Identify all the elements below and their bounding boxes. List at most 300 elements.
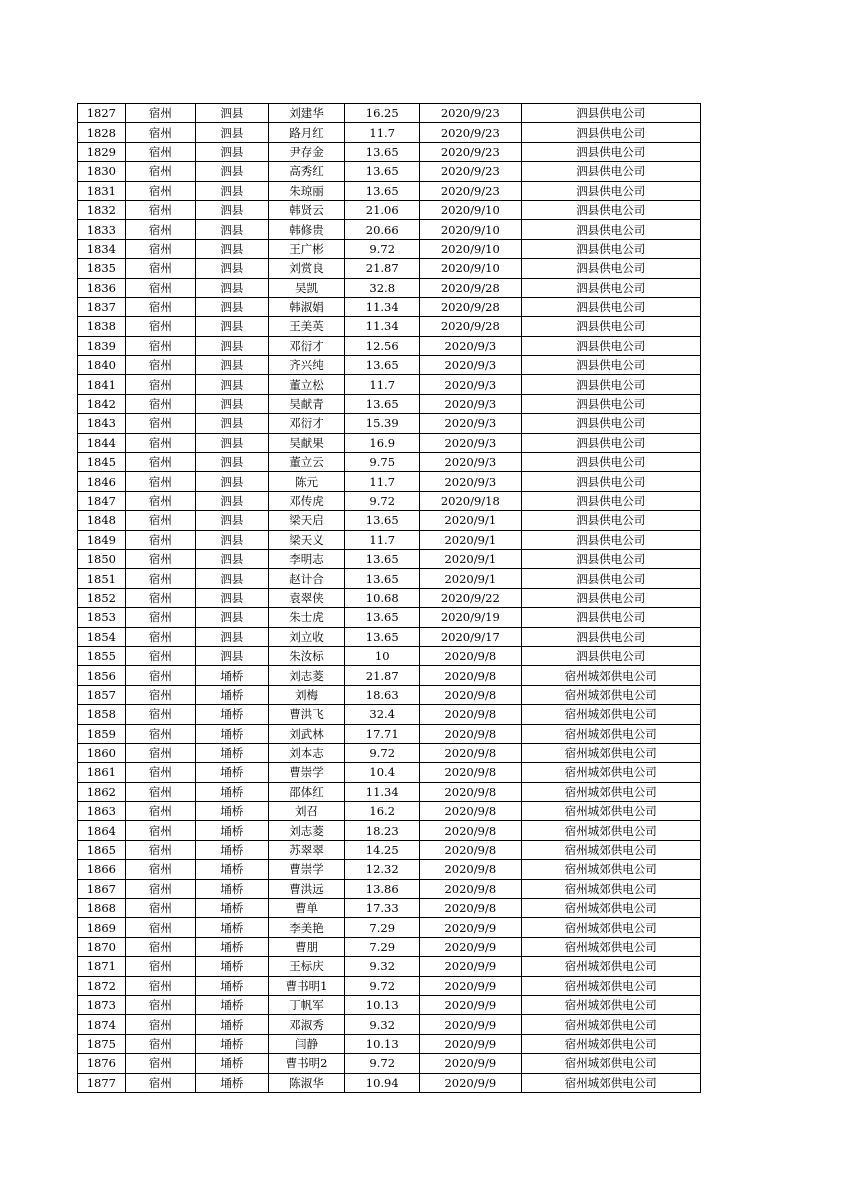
county-cell: 泗县 — [196, 356, 269, 375]
date-cell: 2020/9/9 — [420, 918, 522, 937]
table-row — [78, 937, 701, 956]
date-cell: 2020/9/8 — [420, 705, 522, 724]
amount-cell: 9.72 — [345, 491, 420, 510]
company-cell: 宿州城郊供电公司 — [521, 976, 700, 995]
date-cell: 2020/9/3 — [420, 375, 522, 394]
table-row — [78, 1034, 701, 1053]
table-row — [78, 317, 701, 336]
county-cell: 埇桥 — [196, 821, 269, 840]
row-number-cell: 1873 — [78, 995, 126, 1014]
county-cell: 泗县 — [196, 162, 269, 181]
date-cell: 2020/9/3 — [420, 356, 522, 375]
date-cell: 2020/9/28 — [420, 317, 522, 336]
city-cell: 宿州 — [125, 1073, 195, 1092]
data-table — [77, 103, 701, 1093]
county-cell: 泗县 — [196, 530, 269, 549]
table-row — [78, 957, 701, 976]
row-number-cell: 1851 — [78, 569, 126, 588]
date-cell: 2020/9/17 — [420, 627, 522, 646]
date-cell: 2020/9/18 — [420, 491, 522, 510]
amount-cell: 21.87 — [345, 666, 420, 685]
city-cell: 宿州 — [125, 220, 195, 239]
company-cell: 宿州城郊供电公司 — [521, 821, 700, 840]
city-cell: 宿州 — [125, 666, 195, 685]
amount-cell: 9.32 — [345, 957, 420, 976]
date-cell: 2020/9/9 — [420, 1034, 522, 1053]
company-cell: 泗县供电公司 — [521, 549, 700, 568]
row-number-cell: 1852 — [78, 588, 126, 607]
company-cell: 宿州城郊供电公司 — [521, 995, 700, 1014]
name-cell: 曹单 — [268, 899, 345, 918]
city-cell: 宿州 — [125, 899, 195, 918]
date-cell: 2020/9/9 — [420, 995, 522, 1014]
name-cell: 邵体红 — [268, 782, 345, 801]
amount-cell: 13.65 — [345, 569, 420, 588]
city-cell: 宿州 — [125, 181, 195, 200]
date-cell: 2020/9/8 — [420, 724, 522, 743]
city-cell: 宿州 — [125, 549, 195, 568]
company-cell: 宿州城郊供电公司 — [521, 724, 700, 743]
name-cell: 李明志 — [268, 549, 345, 568]
name-cell: 刘志菱 — [268, 821, 345, 840]
row-number-cell: 1868 — [78, 899, 126, 918]
amount-cell: 12.56 — [345, 336, 420, 355]
name-cell: 齐兴纯 — [268, 356, 345, 375]
name-cell: 刘赏良 — [268, 259, 345, 278]
amount-cell: 10.94 — [345, 1073, 420, 1092]
county-cell: 泗县 — [196, 181, 269, 200]
company-cell: 宿州城郊供电公司 — [521, 1015, 700, 1034]
table-row — [78, 414, 701, 433]
company-cell: 宿州城郊供电公司 — [521, 685, 700, 704]
table-row — [78, 1073, 701, 1092]
name-cell: 朱汝标 — [268, 646, 345, 665]
city-cell: 宿州 — [125, 104, 195, 123]
row-number-cell: 1838 — [78, 317, 126, 336]
city-cell: 宿州 — [125, 142, 195, 161]
name-cell: 路月红 — [268, 123, 345, 142]
row-number-cell: 1855 — [78, 646, 126, 665]
date-cell: 2020/9/28 — [420, 297, 522, 316]
table-row — [78, 588, 701, 607]
date-cell: 2020/9/9 — [420, 1054, 522, 1073]
city-cell: 宿州 — [125, 511, 195, 530]
date-cell: 2020/9/9 — [420, 957, 522, 976]
amount-cell: 14.25 — [345, 840, 420, 859]
date-cell: 2020/9/1 — [420, 569, 522, 588]
table-row — [78, 142, 701, 161]
amount-cell: 9.72 — [345, 976, 420, 995]
name-cell: 刘召 — [268, 802, 345, 821]
company-cell: 泗县供电公司 — [521, 181, 700, 200]
company-cell: 泗县供电公司 — [521, 200, 700, 219]
county-cell: 埇桥 — [196, 879, 269, 898]
name-cell: 王广彬 — [268, 239, 345, 258]
row-number-cell: 1864 — [78, 821, 126, 840]
table-row — [78, 705, 701, 724]
date-cell: 2020/9/8 — [420, 782, 522, 801]
county-cell: 泗县 — [196, 394, 269, 413]
city-cell: 宿州 — [125, 957, 195, 976]
table-row — [78, 802, 701, 821]
table-row — [78, 104, 701, 123]
row-number-cell: 1841 — [78, 375, 126, 394]
amount-cell: 11.34 — [345, 782, 420, 801]
company-cell: 宿州城郊供电公司 — [521, 860, 700, 879]
amount-cell: 13.65 — [345, 549, 420, 568]
row-number-cell: 1831 — [78, 181, 126, 200]
table-row — [78, 453, 701, 472]
amount-cell: 10.68 — [345, 588, 420, 607]
table-row — [78, 239, 701, 258]
city-cell: 宿州 — [125, 1054, 195, 1073]
date-cell: 2020/9/23 — [420, 104, 522, 123]
county-cell: 泗县 — [196, 220, 269, 239]
city-cell: 宿州 — [125, 472, 195, 491]
table-row — [78, 472, 701, 491]
date-cell: 2020/9/8 — [420, 666, 522, 685]
name-cell: 刘梅 — [268, 685, 345, 704]
date-cell: 2020/9/1 — [420, 511, 522, 530]
company-cell: 泗县供电公司 — [521, 375, 700, 394]
city-cell: 宿州 — [125, 297, 195, 316]
company-cell: 泗县供电公司 — [521, 259, 700, 278]
company-cell: 宿州城郊供电公司 — [521, 1073, 700, 1092]
table-row — [78, 782, 701, 801]
row-number-cell: 1870 — [78, 937, 126, 956]
county-cell: 泗县 — [196, 588, 269, 607]
row-number-cell: 1854 — [78, 627, 126, 646]
name-cell: 梁天义 — [268, 530, 345, 549]
city-cell: 宿州 — [125, 1015, 195, 1034]
amount-cell: 13.86 — [345, 879, 420, 898]
amount-cell: 16.9 — [345, 433, 420, 452]
company-cell: 泗县供电公司 — [521, 646, 700, 665]
county-cell: 埇桥 — [196, 899, 269, 918]
amount-cell: 11.7 — [345, 530, 420, 549]
company-cell: 宿州城郊供电公司 — [521, 957, 700, 976]
date-cell: 2020/9/23 — [420, 181, 522, 200]
row-number-cell: 1877 — [78, 1073, 126, 1092]
county-cell: 泗县 — [196, 627, 269, 646]
row-number-cell: 1857 — [78, 685, 126, 704]
name-cell: 邓淑秀 — [268, 1015, 345, 1034]
row-number-cell: 1875 — [78, 1034, 126, 1053]
city-cell: 宿州 — [125, 879, 195, 898]
county-cell: 埇桥 — [196, 937, 269, 956]
county-cell: 埇桥 — [196, 995, 269, 1014]
name-cell: 朱琼丽 — [268, 181, 345, 200]
city-cell: 宿州 — [125, 356, 195, 375]
city-cell: 宿州 — [125, 1034, 195, 1053]
date-cell: 2020/9/28 — [420, 278, 522, 297]
name-cell: 董立云 — [268, 453, 345, 472]
county-cell: 泗县 — [196, 414, 269, 433]
company-cell: 宿州城郊供电公司 — [521, 743, 700, 762]
county-cell: 泗县 — [196, 375, 269, 394]
name-cell: 刘武林 — [268, 724, 345, 743]
company-cell: 泗县供电公司 — [521, 627, 700, 646]
company-cell: 泗县供电公司 — [521, 414, 700, 433]
city-cell: 宿州 — [125, 453, 195, 472]
name-cell: 王美英 — [268, 317, 345, 336]
city-cell: 宿州 — [125, 646, 195, 665]
county-cell: 埇桥 — [196, 724, 269, 743]
amount-cell: 12.32 — [345, 860, 420, 879]
date-cell: 2020/9/3 — [420, 336, 522, 355]
table-row — [78, 530, 701, 549]
row-number-cell: 1827 — [78, 104, 126, 123]
city-cell: 宿州 — [125, 802, 195, 821]
table-body — [78, 104, 701, 1093]
name-cell: 邓衍才 — [268, 336, 345, 355]
city-cell: 宿州 — [125, 317, 195, 336]
date-cell: 2020/9/23 — [420, 123, 522, 142]
date-cell: 2020/9/10 — [420, 259, 522, 278]
amount-cell: 7.29 — [345, 918, 420, 937]
table-row — [78, 685, 701, 704]
name-cell: 韩修贵 — [268, 220, 345, 239]
city-cell: 宿州 — [125, 860, 195, 879]
row-number-cell: 1836 — [78, 278, 126, 297]
company-cell: 泗县供电公司 — [521, 530, 700, 549]
table-row — [78, 646, 701, 665]
date-cell: 2020/9/10 — [420, 220, 522, 239]
county-cell: 泗县 — [196, 317, 269, 336]
table-row — [78, 200, 701, 219]
row-number-cell: 1862 — [78, 782, 126, 801]
row-number-cell: 1853 — [78, 608, 126, 627]
row-number-cell: 1849 — [78, 530, 126, 549]
amount-cell: 20.66 — [345, 220, 420, 239]
table-row — [78, 375, 701, 394]
table-row — [78, 491, 701, 510]
county-cell: 泗县 — [196, 104, 269, 123]
row-number-cell: 1828 — [78, 123, 126, 142]
amount-cell: 11.7 — [345, 375, 420, 394]
row-number-cell: 1865 — [78, 840, 126, 859]
row-number-cell: 1859 — [78, 724, 126, 743]
county-cell: 埇桥 — [196, 1054, 269, 1073]
table-row — [78, 569, 701, 588]
name-cell: 刘立收 — [268, 627, 345, 646]
name-cell: 闫静 — [268, 1034, 345, 1053]
amount-cell: 17.33 — [345, 899, 420, 918]
city-cell: 宿州 — [125, 530, 195, 549]
row-number-cell: 1861 — [78, 763, 126, 782]
county-cell: 泗县 — [196, 142, 269, 161]
row-number-cell: 1872 — [78, 976, 126, 995]
county-cell: 埇桥 — [196, 743, 269, 762]
name-cell: 朱士虎 — [268, 608, 345, 627]
city-cell: 宿州 — [125, 840, 195, 859]
table-row — [78, 181, 701, 200]
name-cell: 吴献果 — [268, 433, 345, 452]
county-cell: 泗县 — [196, 549, 269, 568]
county-cell: 埇桥 — [196, 685, 269, 704]
date-cell: 2020/9/3 — [420, 414, 522, 433]
name-cell: 梁天启 — [268, 511, 345, 530]
company-cell: 泗县供电公司 — [521, 608, 700, 627]
amount-cell: 18.23 — [345, 821, 420, 840]
table-row — [78, 840, 701, 859]
table-row — [78, 879, 701, 898]
row-number-cell: 1871 — [78, 957, 126, 976]
table-row — [78, 511, 701, 530]
county-cell: 泗县 — [196, 239, 269, 258]
amount-cell: 13.65 — [345, 394, 420, 413]
date-cell: 2020/9/23 — [420, 162, 522, 181]
name-cell: 韩贤云 — [268, 200, 345, 219]
row-number-cell: 1837 — [78, 297, 126, 316]
city-cell: 宿州 — [125, 569, 195, 588]
row-number-cell: 1840 — [78, 356, 126, 375]
city-cell: 宿州 — [125, 995, 195, 1014]
amount-cell: 13.65 — [345, 162, 420, 181]
table-row — [78, 220, 701, 239]
name-cell: 曹洪远 — [268, 879, 345, 898]
name-cell: 曹书明1 — [268, 976, 345, 995]
date-cell: 2020/9/8 — [420, 763, 522, 782]
city-cell: 宿州 — [125, 782, 195, 801]
company-cell: 泗县供电公司 — [521, 123, 700, 142]
row-number-cell: 1832 — [78, 200, 126, 219]
amount-cell: 13.65 — [345, 511, 420, 530]
row-number-cell: 1846 — [78, 472, 126, 491]
county-cell: 泗县 — [196, 433, 269, 452]
row-number-cell: 1845 — [78, 453, 126, 472]
date-cell: 2020/9/3 — [420, 394, 522, 413]
county-cell: 泗县 — [196, 453, 269, 472]
company-cell: 泗县供电公司 — [521, 394, 700, 413]
row-number-cell: 1843 — [78, 414, 126, 433]
name-cell: 高秀红 — [268, 162, 345, 181]
amount-cell: 21.87 — [345, 259, 420, 278]
row-number-cell: 1860 — [78, 743, 126, 762]
company-cell: 泗县供电公司 — [521, 433, 700, 452]
company-cell: 泗县供电公司 — [521, 278, 700, 297]
date-cell: 2020/9/8 — [420, 743, 522, 762]
date-cell: 2020/9/8 — [420, 840, 522, 859]
table-row — [78, 297, 701, 316]
company-cell: 泗县供电公司 — [521, 336, 700, 355]
company-cell: 宿州城郊供电公司 — [521, 1034, 700, 1053]
city-cell: 宿州 — [125, 259, 195, 278]
row-number-cell: 1876 — [78, 1054, 126, 1073]
name-cell: 曹朋 — [268, 937, 345, 956]
city-cell: 宿州 — [125, 705, 195, 724]
date-cell: 2020/9/9 — [420, 1015, 522, 1034]
county-cell: 泗县 — [196, 123, 269, 142]
company-cell: 泗县供电公司 — [521, 142, 700, 161]
city-cell: 宿州 — [125, 724, 195, 743]
company-cell: 泗县供电公司 — [521, 317, 700, 336]
amount-cell: 16.2 — [345, 802, 420, 821]
name-cell: 韩淑娟 — [268, 297, 345, 316]
name-cell: 刘建华 — [268, 104, 345, 123]
company-cell: 宿州城郊供电公司 — [521, 782, 700, 801]
amount-cell: 15.39 — [345, 414, 420, 433]
table-row — [78, 259, 701, 278]
city-cell: 宿州 — [125, 278, 195, 297]
date-cell: 2020/9/8 — [420, 802, 522, 821]
company-cell: 泗县供电公司 — [521, 453, 700, 472]
county-cell: 泗县 — [196, 608, 269, 627]
company-cell: 泗县供电公司 — [521, 220, 700, 239]
county-cell: 埇桥 — [196, 976, 269, 995]
name-cell: 苏翠翠 — [268, 840, 345, 859]
city-cell: 宿州 — [125, 162, 195, 181]
table-row — [78, 162, 701, 181]
county-cell: 泗县 — [196, 511, 269, 530]
county-cell: 泗县 — [196, 278, 269, 297]
date-cell: 2020/9/8 — [420, 646, 522, 665]
company-cell: 泗县供电公司 — [521, 356, 700, 375]
name-cell: 邓衍才 — [268, 414, 345, 433]
table-row — [78, 608, 701, 627]
date-cell: 2020/9/8 — [420, 879, 522, 898]
company-cell: 宿州城郊供电公司 — [521, 879, 700, 898]
date-cell: 2020/9/9 — [420, 976, 522, 995]
table-row — [78, 278, 701, 297]
table-row — [78, 433, 701, 452]
table-row — [78, 899, 701, 918]
company-cell: 泗县供电公司 — [521, 511, 700, 530]
company-cell: 泗县供电公司 — [521, 104, 700, 123]
table-row — [78, 763, 701, 782]
table-row — [78, 860, 701, 879]
county-cell: 埇桥 — [196, 802, 269, 821]
name-cell: 陈元 — [268, 472, 345, 491]
amount-cell: 21.06 — [345, 200, 420, 219]
amount-cell: 11.34 — [345, 297, 420, 316]
amount-cell: 13.65 — [345, 356, 420, 375]
name-cell: 邓传虎 — [268, 491, 345, 510]
county-cell: 埇桥 — [196, 860, 269, 879]
name-cell: 丁帆军 — [268, 995, 345, 1014]
city-cell: 宿州 — [125, 200, 195, 219]
amount-cell: 13.65 — [345, 181, 420, 200]
table-row — [78, 336, 701, 355]
city-cell: 宿州 — [125, 375, 195, 394]
county-cell: 埇桥 — [196, 918, 269, 937]
table-row — [78, 549, 701, 568]
row-number-cell: 1874 — [78, 1015, 126, 1034]
table-row — [78, 666, 701, 685]
name-cell: 尹存金 — [268, 142, 345, 161]
county-cell: 泗县 — [196, 259, 269, 278]
county-cell: 泗县 — [196, 336, 269, 355]
row-number-cell: 1866 — [78, 860, 126, 879]
amount-cell: 9.32 — [345, 1015, 420, 1034]
date-cell: 2020/9/22 — [420, 588, 522, 607]
table-row — [78, 123, 701, 142]
table-row — [78, 821, 701, 840]
date-cell: 2020/9/8 — [420, 685, 522, 704]
row-number-cell: 1842 — [78, 394, 126, 413]
table-row — [78, 976, 701, 995]
name-cell: 陈淑华 — [268, 1073, 345, 1092]
amount-cell: 11.34 — [345, 317, 420, 336]
city-cell: 宿州 — [125, 937, 195, 956]
row-number-cell: 1848 — [78, 511, 126, 530]
company-cell: 宿州城郊供电公司 — [521, 899, 700, 918]
amount-cell: 18.63 — [345, 685, 420, 704]
city-cell: 宿州 — [125, 433, 195, 452]
city-cell: 宿州 — [125, 627, 195, 646]
row-number-cell: 1839 — [78, 336, 126, 355]
city-cell: 宿州 — [125, 123, 195, 142]
